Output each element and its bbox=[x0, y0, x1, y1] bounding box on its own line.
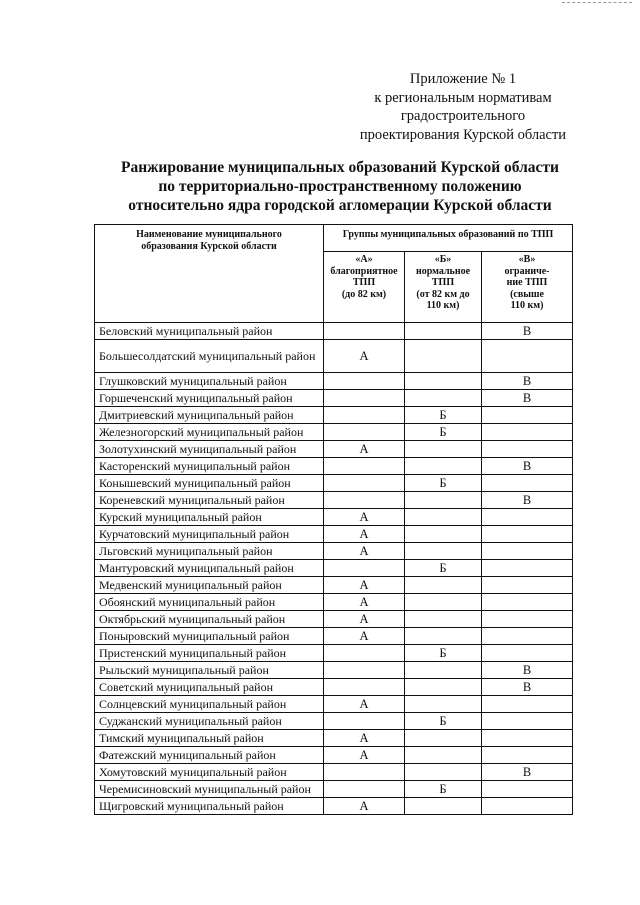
group-header-line: ние ТПП bbox=[506, 277, 548, 288]
empty-cell bbox=[405, 662, 482, 679]
column-header-groups-text: Группы муниципальных образований по ТПП bbox=[342, 229, 554, 240]
empty-cell bbox=[405, 323, 482, 340]
district-name: Тимский муниципальный район bbox=[95, 730, 324, 747]
empty-cell bbox=[324, 323, 405, 340]
empty-cell bbox=[324, 781, 405, 798]
empty-cell bbox=[324, 560, 405, 577]
appendix-line: к региональным нормативам bbox=[374, 89, 552, 106]
group-mark: В bbox=[482, 323, 573, 340]
district-name: Черемисиновский муниципальный район bbox=[95, 781, 324, 798]
document-title bbox=[60, 158, 620, 215]
empty-cell bbox=[482, 526, 573, 543]
empty-cell bbox=[405, 340, 482, 373]
empty-cell bbox=[405, 730, 482, 747]
group-mark: А bbox=[324, 730, 405, 747]
empty-cell bbox=[482, 781, 573, 798]
group-mark: Б bbox=[405, 713, 482, 730]
empty-cell bbox=[324, 424, 405, 441]
district-name: Советский муниципальный район bbox=[95, 679, 324, 696]
district-name: Золотухинский муниципальный район bbox=[95, 441, 324, 458]
table-body bbox=[95, 323, 573, 815]
empty-cell bbox=[405, 747, 482, 764]
empty-cell bbox=[324, 645, 405, 662]
empty-cell bbox=[482, 577, 573, 594]
empty-cell bbox=[324, 713, 405, 730]
table-row bbox=[95, 611, 573, 628]
group-header-line: «Б» bbox=[434, 254, 452, 265]
district-name: Касторенский муниципальный район bbox=[95, 458, 324, 475]
column-header-groups bbox=[324, 225, 573, 252]
empty-cell bbox=[405, 390, 482, 407]
empty-cell bbox=[405, 798, 482, 815]
table-row bbox=[95, 560, 573, 577]
empty-cell bbox=[405, 492, 482, 509]
empty-cell bbox=[482, 475, 573, 492]
district-name: Хомутовский муниципальный район bbox=[95, 764, 324, 781]
empty-cell bbox=[405, 594, 482, 611]
empty-cell bbox=[405, 458, 482, 475]
empty-cell bbox=[324, 492, 405, 509]
empty-cell bbox=[482, 628, 573, 645]
group-c-header bbox=[482, 252, 573, 323]
group-mark: А bbox=[324, 696, 405, 713]
table-row bbox=[95, 340, 573, 373]
empty-cell bbox=[482, 645, 573, 662]
group-header-line: «А» bbox=[355, 254, 373, 265]
empty-cell bbox=[482, 747, 573, 764]
table-row bbox=[95, 390, 573, 407]
title-line: относительно ядра городской агломерации Курской области bbox=[128, 197, 552, 214]
empty-cell bbox=[405, 764, 482, 781]
group-mark: А bbox=[324, 611, 405, 628]
table-row bbox=[95, 798, 573, 815]
group-header-line: (до 82 км) bbox=[341, 288, 387, 300]
table-row bbox=[95, 679, 573, 696]
group-header-line: ТПП bbox=[352, 277, 376, 288]
district-name: Медвенский муниципальный район bbox=[95, 577, 324, 594]
group-mark: Б bbox=[405, 645, 482, 662]
table-row bbox=[95, 645, 573, 662]
district-name: Мантуровский муниципальный район bbox=[95, 560, 324, 577]
group-mark: В bbox=[482, 373, 573, 390]
district-name: Кореневский муниципальный район bbox=[95, 492, 324, 509]
table-row bbox=[95, 730, 573, 747]
table-row bbox=[95, 662, 573, 679]
empty-cell bbox=[482, 611, 573, 628]
table-row bbox=[95, 781, 573, 798]
scan-edge-mark bbox=[562, 2, 632, 3]
district-name: Суджанский муниципальный район bbox=[95, 713, 324, 730]
empty-cell bbox=[405, 679, 482, 696]
group-header-line: благоприятное bbox=[330, 265, 398, 277]
group-mark: Б bbox=[405, 407, 482, 424]
group-mark: А bbox=[324, 798, 405, 815]
group-mark: В bbox=[482, 390, 573, 407]
district-name: Рыльский муниципальный район bbox=[95, 662, 324, 679]
empty-cell bbox=[482, 543, 573, 560]
district-name: Железногорский муниципальный район bbox=[95, 424, 324, 441]
district-name: Щигровский муниципальный район bbox=[95, 798, 324, 815]
group-header-line: «В» bbox=[518, 254, 536, 265]
table-row bbox=[95, 407, 573, 424]
empty-cell bbox=[405, 696, 482, 713]
district-name: Льговский муниципальный район bbox=[95, 543, 324, 560]
district-name: Глушковский муниципальный район bbox=[95, 373, 324, 390]
table-row bbox=[95, 492, 573, 509]
district-name: Курский муниципальный район bbox=[95, 509, 324, 526]
table-row bbox=[95, 424, 573, 441]
group-mark: В bbox=[482, 679, 573, 696]
table-row bbox=[95, 509, 573, 526]
empty-cell bbox=[405, 373, 482, 390]
empty-cell bbox=[405, 543, 482, 560]
group-header-line: 110 км) bbox=[426, 300, 460, 311]
group-a-header bbox=[324, 252, 405, 323]
table-row bbox=[95, 594, 573, 611]
group-mark: Б bbox=[405, 424, 482, 441]
district-name: Пристенский муниципальный район bbox=[95, 645, 324, 662]
group-mark: Б bbox=[405, 560, 482, 577]
empty-cell bbox=[405, 441, 482, 458]
group-header-line: (от 82 км до bbox=[416, 288, 470, 300]
group-header-line: ограниче- bbox=[504, 265, 550, 277]
empty-cell bbox=[482, 730, 573, 747]
ranking-table bbox=[94, 224, 573, 815]
district-name: Дмитриевский муниципальный район bbox=[95, 407, 324, 424]
empty-cell bbox=[324, 373, 405, 390]
table-row bbox=[95, 543, 573, 560]
empty-cell bbox=[482, 798, 573, 815]
empty-cell bbox=[405, 509, 482, 526]
empty-cell bbox=[324, 458, 405, 475]
appendix-line: Приложение № 1 bbox=[409, 71, 517, 87]
empty-cell bbox=[405, 628, 482, 645]
title-line: по территориально-пространственному положению bbox=[158, 178, 522, 195]
group-mark: А bbox=[324, 577, 405, 594]
district-name: Фатежский муниципальный район bbox=[95, 747, 324, 764]
empty-cell bbox=[405, 526, 482, 543]
column-header-name bbox=[95, 225, 324, 323]
district-name: Октябрьский муниципальный район bbox=[95, 611, 324, 628]
district-name: Беловский муниципальный район bbox=[95, 323, 324, 340]
empty-cell bbox=[482, 594, 573, 611]
group-mark: А bbox=[324, 543, 405, 560]
empty-cell bbox=[482, 560, 573, 577]
district-name: Большесолдатский муниципальный район bbox=[95, 340, 324, 373]
group-mark: Б bbox=[405, 475, 482, 492]
table-row bbox=[95, 323, 573, 340]
appendix-line: проектирования Курской области bbox=[359, 126, 567, 143]
group-mark: А bbox=[324, 747, 405, 764]
table-row bbox=[95, 458, 573, 475]
district-name: Солнцевский муниципальный район bbox=[95, 696, 324, 713]
table-row bbox=[95, 696, 573, 713]
table-row bbox=[95, 373, 573, 390]
table-row bbox=[95, 747, 573, 764]
group-mark: В bbox=[482, 492, 573, 509]
empty-cell bbox=[324, 407, 405, 424]
appendix-header bbox=[348, 70, 578, 144]
district-name: Конышевский муниципальный район bbox=[95, 475, 324, 492]
district-name: Горшеченский муниципальный район bbox=[95, 390, 324, 407]
group-mark: А bbox=[324, 509, 405, 526]
table-row bbox=[95, 577, 573, 594]
district-name: Курчатовский муниципальный район bbox=[95, 526, 324, 543]
group-header-line: нормальное bbox=[415, 265, 471, 277]
empty-cell bbox=[482, 340, 573, 373]
table-row bbox=[95, 441, 573, 458]
title-line: Ранжирование муниципальных образований Курской области bbox=[121, 159, 559, 176]
empty-cell bbox=[482, 713, 573, 730]
group-mark: В bbox=[482, 458, 573, 475]
empty-cell bbox=[482, 509, 573, 526]
group-header-line: ТПП bbox=[431, 277, 455, 288]
table-row bbox=[95, 713, 573, 730]
empty-cell bbox=[482, 696, 573, 713]
empty-cell bbox=[324, 475, 405, 492]
table-row bbox=[95, 764, 573, 781]
empty-cell bbox=[482, 441, 573, 458]
group-mark: В bbox=[482, 662, 573, 679]
district-name: Обоянский муниципальный район bbox=[95, 594, 324, 611]
group-b-header bbox=[405, 252, 482, 323]
empty-cell bbox=[482, 424, 573, 441]
empty-cell bbox=[324, 662, 405, 679]
table-row bbox=[95, 628, 573, 645]
group-mark: В bbox=[482, 764, 573, 781]
empty-cell bbox=[405, 611, 482, 628]
group-mark: А bbox=[324, 340, 405, 373]
table-row bbox=[95, 475, 573, 492]
group-mark: А bbox=[324, 526, 405, 543]
group-mark: А bbox=[324, 594, 405, 611]
empty-cell bbox=[324, 679, 405, 696]
group-header-line: 110 км) bbox=[510, 300, 544, 311]
column-header-name-text: Наименование муниципального образования Курской области bbox=[136, 229, 282, 252]
empty-cell bbox=[482, 407, 573, 424]
appendix-line: градостроительного bbox=[400, 108, 526, 124]
group-mark: Б bbox=[405, 781, 482, 798]
district-name: Поныровский муниципальный район bbox=[95, 628, 324, 645]
table-row bbox=[95, 526, 573, 543]
group-header-line: (свыше bbox=[510, 288, 544, 300]
empty-cell bbox=[405, 577, 482, 594]
group-mark: А bbox=[324, 441, 405, 458]
group-mark: А bbox=[324, 628, 405, 645]
empty-cell bbox=[324, 764, 405, 781]
empty-cell bbox=[324, 390, 405, 407]
